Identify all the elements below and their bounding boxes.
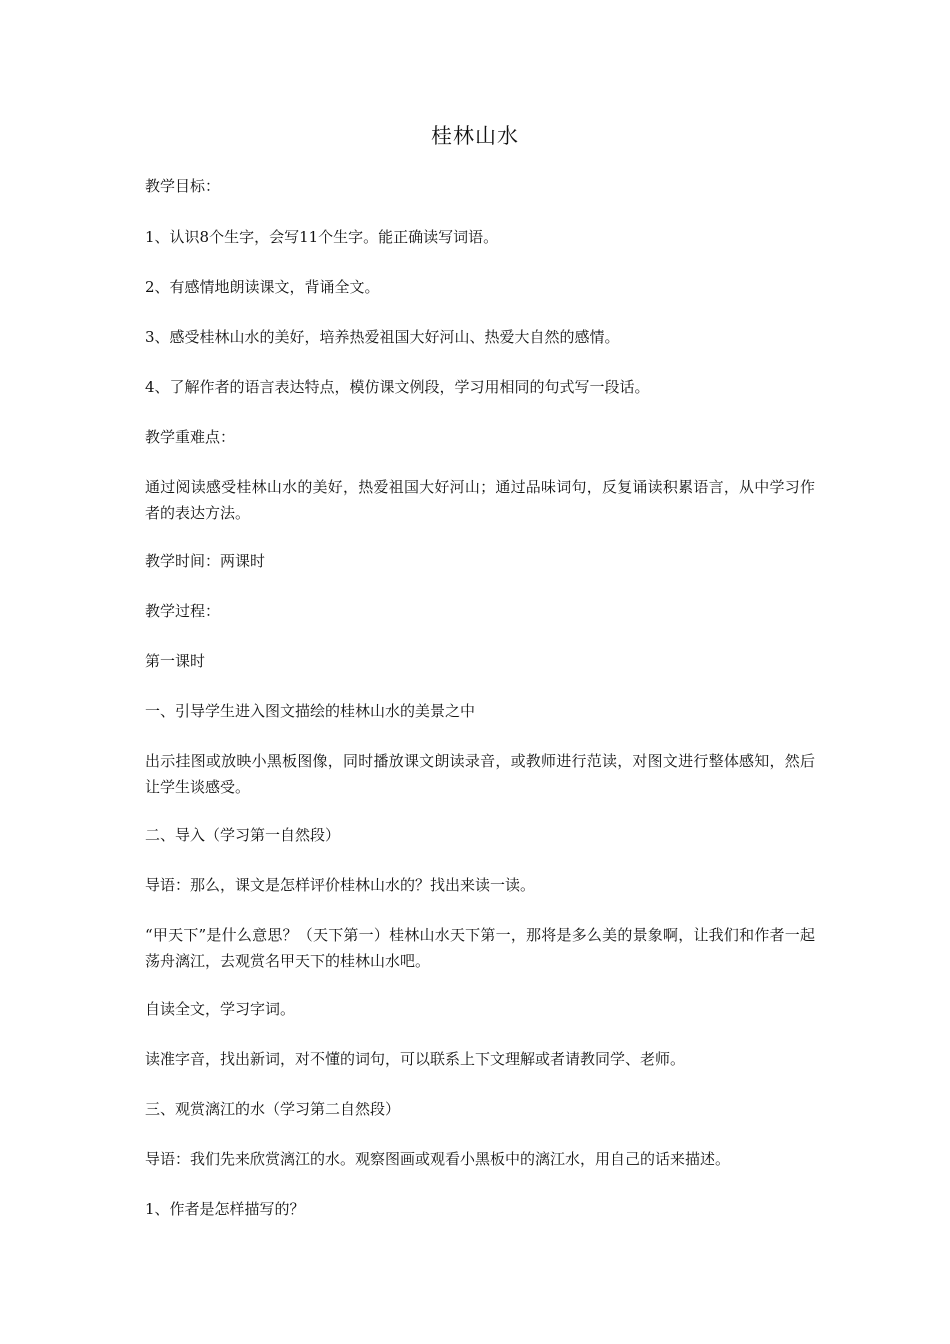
teaching-time: 教学时间：两课时	[145, 552, 266, 570]
section-one-heading: 一、引导学生进入图文描绘的桂林山水的美景之中	[145, 702, 476, 720]
jia-tianxia-text: “甲天下”是什么意思？（天下第一）桂林山水天下第一，那将是多么美的景象啊，让我们和作者一起荡舟漓江，去观赏名甲天下的桂林山水吧。	[145, 926, 815, 970]
section-two-heading: 二、导入（学习第一自然段）	[145, 826, 341, 844]
pronunciation-text: 读准字音，找出新词，对不懂的词句，可以联系上下文理解或者请教同学、老师。	[145, 1050, 686, 1068]
lesson-one-heading: 第一课时	[145, 652, 206, 670]
goal-item-4: 4、了解作者的语言表达特点，模仿课文例段，学习用相同的句式写一段话。	[145, 378, 650, 396]
goal-item-2: 2、有感情地朗读课文，背诵全文。	[145, 278, 380, 296]
heading-key-points: 教学重难点：	[145, 428, 236, 446]
goal-item-3: 3、感受桂林山水的美好，培养热爱祖国大好河山、热爱大自然的感情。	[145, 328, 620, 346]
goal-item-1: 1、认识8个生字，会写11个生字。能正确读写词语。	[145, 228, 499, 246]
section-one-text: 出示挂图或放映小黑板图像，同时播放课文朗读录音，或教师进行范读，对图文进行整体感知，然后让学生谈感受。	[145, 752, 815, 796]
heading-teaching-goals: 教学目标：	[145, 177, 221, 195]
key-points-text: 通过阅读感受桂林山水的美好，热爱祖国大好河山；通过品味词句，反复诵读积累语言，从中学习作者的表达方法。	[145, 478, 815, 522]
section-three-heading: 三、观赏漓江的水（学习第二自然段）	[145, 1100, 401, 1118]
heading-teaching-process: 教学过程：	[145, 602, 221, 620]
water-intro-text: 导语：我们先来欣赏漓江的水。观察图画或观看小黑板中的漓江水，用自己的话来描述。	[145, 1150, 731, 1168]
document-title: 桂林山水	[431, 124, 519, 148]
intro-question: 导语：那么，课文是怎样评价桂林山水的？找出来读一读。	[145, 876, 536, 894]
self-read-text: 自读全文，学习字词。	[145, 1000, 296, 1018]
question-item-1: 1、作者是怎样描写的？	[145, 1200, 305, 1218]
